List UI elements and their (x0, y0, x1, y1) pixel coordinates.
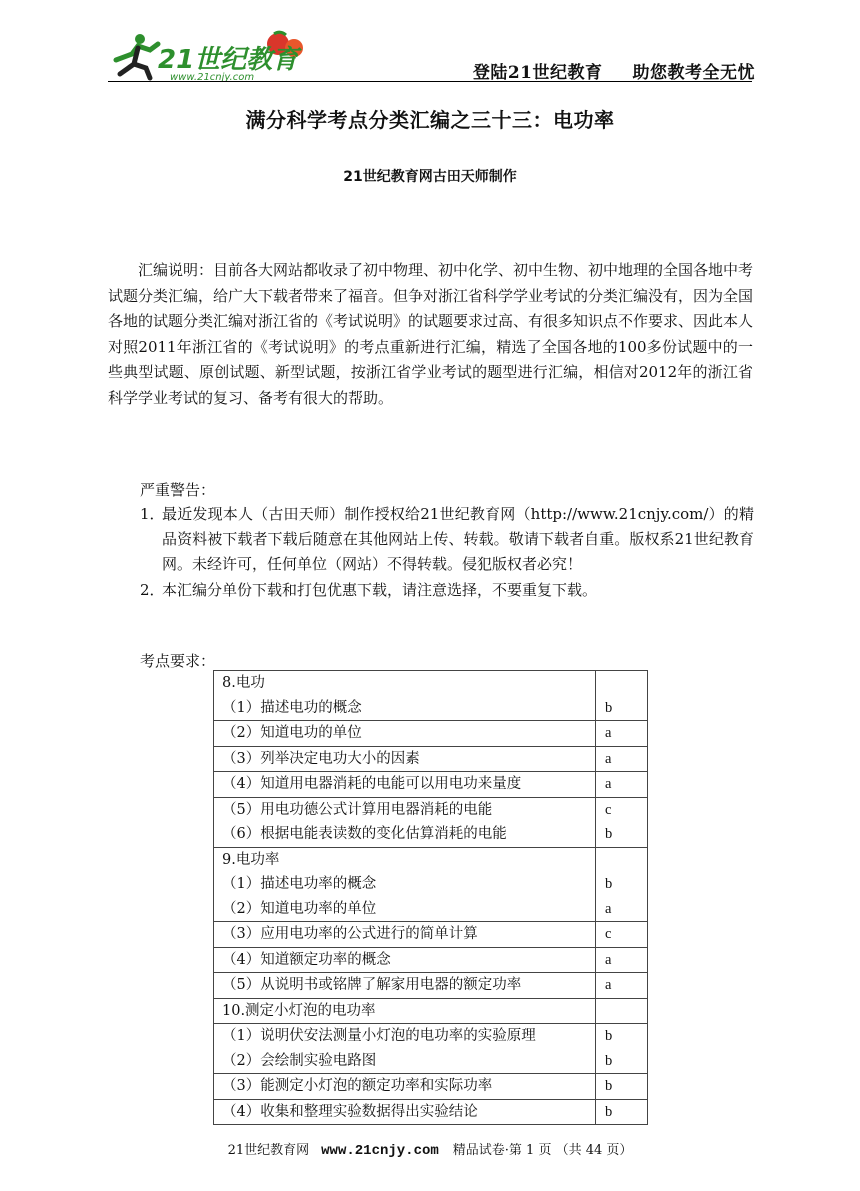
warning-list (140, 502, 754, 603)
header-divider (108, 81, 752, 82)
requirement-item-text: （1）描述电功率的概念 (222, 876, 377, 892)
requirement-level: b (605, 1103, 613, 1120)
requirement-item-text: （2）知道电功率的单位 (222, 900, 377, 917)
requirement-level: a (605, 977, 612, 993)
requirement-item-text: （6）根据电能表读数的变化估算消耗的电能 (222, 826, 507, 842)
requirement-level: b (605, 1078, 613, 1094)
requirement-level: a (605, 951, 612, 968)
requirement-level-cell (596, 671, 648, 721)
warning-item-text: 最近发现本人（古田天师）制作授权给21世纪教育网（http://www.21cnjy.com/）的精品资料被下载者下载后随意在其他网站上传、转载。敬请下载者自重。版权系21世纪教育网。未经许可，任何单位（网站）不得转载。侵犯版权者必究！ (162, 505, 754, 574)
requirement-item-text: （3）能测定小灯泡的额定功率和实际功率 (222, 1078, 493, 1094)
requirement-item-text: 9.电功率 (222, 851, 280, 868)
requirement-level: b (605, 826, 613, 842)
requirement-item-cell (214, 847, 596, 922)
logo-graphic (110, 30, 310, 82)
requirement-item-cell (214, 998, 596, 1024)
requirement-item-text: 10.测定小灯泡的电功率 (222, 1002, 376, 1019)
requirement-level-cell (596, 1074, 648, 1100)
warning-title: 严重警告： (140, 481, 216, 499)
warning-item (140, 578, 754, 603)
page-footer (0, 1139, 860, 1159)
requirement-row (214, 797, 648, 847)
requirement-item-cell (214, 671, 596, 721)
requirement-level: b (605, 876, 613, 892)
requirement-level-cell (596, 922, 648, 948)
requirement-item-cell (214, 947, 596, 973)
requirement-level-cell (596, 1099, 648, 1125)
requirement-level-cell (596, 998, 648, 1024)
requirement-level: a (605, 900, 612, 917)
requirement-row (214, 721, 648, 747)
requirement-item-text: （3）列举决定电功大小的因素 (222, 750, 420, 767)
footer-left: 21世纪教育网 (227, 1143, 310, 1158)
requirement-level: b (605, 1028, 613, 1044)
requirement-level-cell (596, 847, 648, 922)
logo-url: www.21cnjy.com (170, 72, 255, 82)
site-logo[interactable] (110, 30, 310, 82)
requirement-level-cell (596, 947, 648, 973)
requirements-table (213, 670, 648, 1125)
footer-page-info: 精品试卷·第 1 页 （共 44 页） (452, 1143, 633, 1158)
requirements-title: 考点要求： (140, 652, 216, 670)
requirement-level-cell (596, 746, 648, 772)
requirement-level: a (605, 725, 612, 741)
requirement-row (214, 1099, 648, 1125)
warning-item-number: 1． (140, 505, 165, 523)
footer-site[interactable]: www.21cnjy.com (321, 1143, 439, 1159)
requirement-item-text: （1）描述电功的概念 (222, 699, 362, 716)
requirement-level-cell (596, 772, 648, 798)
requirement-item-text: （4）知道用电器消耗的电能可以用电功来量度 (222, 776, 522, 792)
slogan-left: 登陆21世纪教育 (472, 63, 603, 83)
warning-item-text: 本汇编分单份下载和打包优惠下载，请注意选择，不要重复下载。 (162, 580, 598, 599)
requirement-item-text: （2）会绘制实验电路图 (222, 1052, 377, 1069)
requirement-level: b (605, 699, 613, 716)
requirement-item-cell (214, 797, 596, 847)
requirement-item-text: （4）收集和整理实验数据得出实验结论 (222, 1103, 478, 1120)
document-subtitle: 21世纪教育网古田天师制作 (343, 169, 517, 185)
document-title: 满分科学考点分类汇编之三十三：电功率 (245, 108, 615, 132)
requirement-item-cell (214, 746, 596, 772)
requirement-level: a (605, 776, 612, 792)
requirement-item-cell (214, 772, 596, 798)
requirement-item-text: （3）应用电功率的公式进行的简单计算 (222, 926, 478, 942)
requirement-item-cell (214, 1024, 596, 1074)
intro-paragraph: 汇编说明：目前各大网站都收录了初中物理、初中化学、初中生物、初中地理的全国各地中考试题分类汇编，给广大下载者带来了福音。但争对浙江省科学学业考试的分类汇编没有，因为全国各地的试题分类汇编对浙江省的《考试说明》的试题要求过高、有很多知识点不作要求、因此本人对照2011年浙江省的《考试说明》的考点重新进行汇编，精选了全国各地的100多份试题中的一些典型试题、原创试题、新型试题，按浙江省学业考试的题型进行汇编，相信对2012年的浙江省科学学业考试的复习、备考有很大的帮助。 (108, 261, 754, 407)
requirement-row (214, 772, 648, 798)
requirement-item-text: 8.电功 (222, 675, 265, 691)
requirement-item-text: （1）说明伏安法测量小灯泡的电功率的实验原理 (222, 1028, 536, 1044)
requirement-item-text: （5）用电功德公式计算用电器消耗的电能 (222, 801, 493, 818)
requirement-row (214, 847, 648, 922)
requirement-level: b (605, 1052, 613, 1069)
requirement-item-cell (214, 973, 596, 999)
requirement-item-cell (214, 1074, 596, 1100)
requirement-row (214, 1024, 648, 1074)
requirement-row (214, 922, 648, 948)
requirement-item-cell (214, 721, 596, 747)
requirement-level-cell (596, 797, 648, 847)
requirement-level-cell (596, 973, 648, 999)
requirement-row (214, 1074, 648, 1100)
requirement-level: a (605, 750, 612, 767)
requirement-item-cell (214, 922, 596, 948)
header-slogan (473, 58, 755, 83)
warning-item (140, 502, 754, 578)
slogan-right: 助您教考全无忧 (632, 63, 755, 83)
requirement-level: c (605, 926, 612, 942)
requirement-item-text: （4）知道额定功率的概念 (222, 951, 391, 968)
logo-text: 21世纪教育 (158, 45, 299, 75)
requirement-row (214, 947, 648, 973)
requirement-item-text: （5）从说明书或铭牌了解家用电器的额定功率 (222, 977, 522, 993)
requirement-row (214, 746, 648, 772)
requirement-level: c (605, 801, 612, 818)
requirement-item-text: （2）知道电功的单位 (222, 725, 362, 741)
requirement-row (214, 671, 648, 721)
requirement-row (214, 973, 648, 999)
requirement-level-cell (596, 1024, 648, 1074)
page-header (0, 0, 860, 84)
requirement-row (214, 998, 648, 1024)
requirement-level-cell (596, 721, 648, 747)
warning-item-number: 2． (140, 580, 165, 599)
requirement-item-cell (214, 1099, 596, 1125)
